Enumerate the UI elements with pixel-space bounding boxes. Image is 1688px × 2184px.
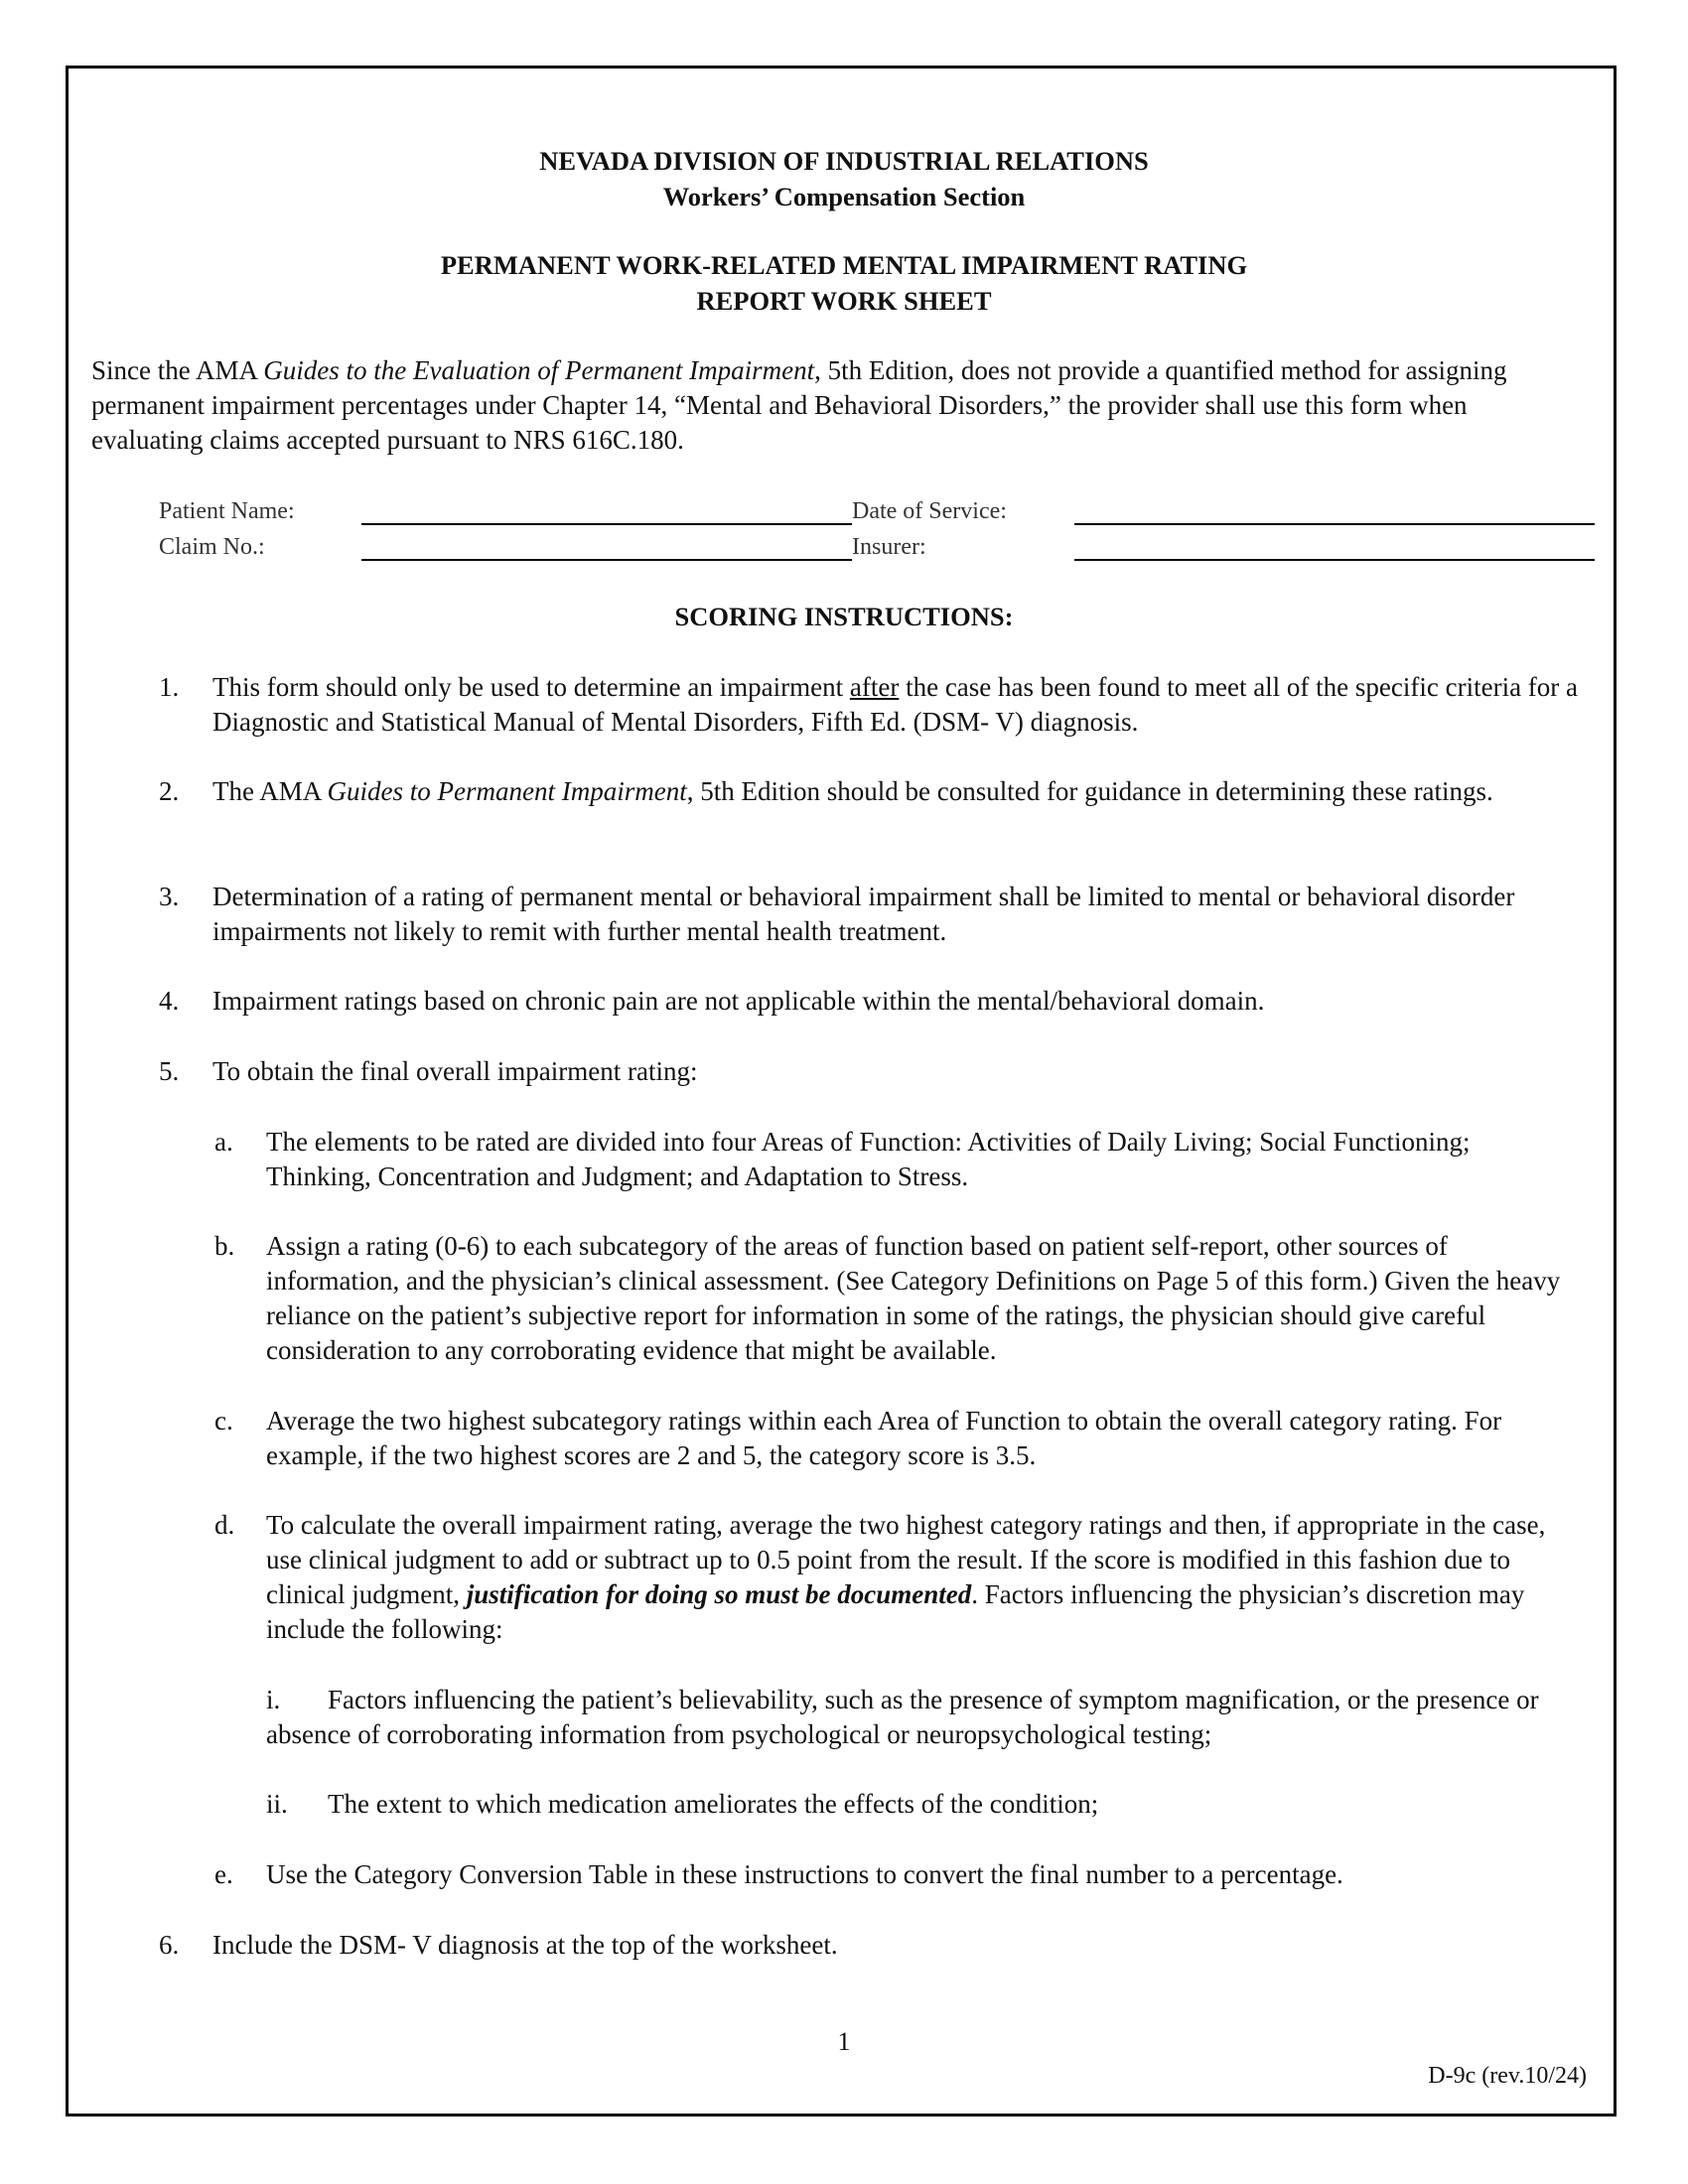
item-5b-text: Assign a rating (0-6) to each subcategory of the areas of function based on patient self-report, other sources of information, and the physician’s clinical assessment. (See Category Definitions on Page 5 of this form.) Given the heavy reliance on the patient’s subjective report for information in some of the ratings, the physician should give careful consideration to any corroborating evidence that might be available.	[266, 1231, 1561, 1365]
item-5-text: To obtain the final overall impairment rating:	[212, 1056, 698, 1086]
patient-name-field[interactable]	[361, 523, 852, 525]
item-4-number: 4.	[159, 986, 180, 1016]
item-4-text: Impairment ratings based on chronic pain are not applicable within the mental/behavioral domain.	[212, 986, 1265, 1016]
item-2-pre: The AMA	[212, 776, 328, 806]
scoring-heading: SCORING INSTRUCTIONS:	[674, 602, 1014, 631]
item-1-number: 1.	[159, 672, 180, 702]
item-5d-pre: To calculate the overall impairment rating, average the two highest category ratings and then, if appropriate in the case, use clinical judgment to add or subtract up to 0.5 point from the result. If the score is modified in this fashion due to clinical judgment,	[266, 1510, 1546, 1609]
patient-name-label: Patient Name:	[159, 498, 295, 524]
intro-text-italic: Guides to the Evaluation of Permanent Impairment	[263, 355, 815, 385]
item-1-post: the case has been found to meet all of the specific criteria for a Diagnostic and Statistical Manual of Mental Disorders, Fifth Ed. (DSM- V) diagnosis.	[212, 672, 1579, 737]
form-id: D-9c (rev.10/24)	[1428, 2063, 1587, 2089]
item-5d-i-number: i.	[266, 1685, 281, 1714]
item-5d-post: . Factors influencing the physician’s discretion may include the following:	[266, 1579, 1525, 1644]
item-3-number: 3.	[159, 882, 180, 911]
item-5d-ii-text: The extent to which medication ameliorates the effects of the condition;	[328, 1789, 1099, 1819]
item-5a-letter: a.	[214, 1127, 233, 1157]
item-5d-ii-number: ii.	[266, 1789, 288, 1819]
item-5d-i-text	[266, 1683, 1577, 1752]
page-number: 1	[837, 2027, 851, 2056]
item-5c-text: Average the two highest subcategory ratings within each Area of Function to obtain the overall category rating. For example, if the two highest scores are 2 and 5, the category score is 3.5.	[266, 1406, 1502, 1470]
item-2-italic: Guides to Permanent Impairment	[327, 776, 687, 806]
item-2-number: 2.	[159, 776, 180, 806]
item-1-text	[212, 670, 1603, 740]
item-5d-text	[266, 1508, 1587, 1647]
item-2-text	[212, 774, 1603, 809]
intro-text-pre: Since the AMA	[91, 355, 264, 385]
item-5-number: 5.	[159, 1056, 180, 1086]
item-5e-text: Use the Category Conversion Table in these instructions to convert the final number to a percentage.	[266, 1859, 1343, 1889]
date-of-service-field[interactable]	[1074, 523, 1595, 525]
item-2-post: , 5th Edition should be consulted for guidance in determining these ratings.	[686, 776, 1493, 806]
insurer-label: Insurer:	[852, 534, 926, 560]
item-5c-letter: c.	[214, 1406, 233, 1435]
section-title: Workers’ Compensation Section	[662, 182, 1026, 211]
item-6-number: 6.	[159, 1930, 180, 1960]
item-5b-letter: b.	[214, 1231, 235, 1261]
item-1-underlined: after	[849, 672, 900, 702]
claim-no-field[interactable]	[361, 559, 852, 561]
item-5d-letter: d.	[214, 1510, 235, 1540]
intro-text-post: , 5th Edition, does not provide a quantified method for assigning permanent impairment percentages under Chapter 14, “Mental and Behavioral Disorders,” the provider shall use this form when evaluating claims accepted pursuant to NRS 616C.180.	[91, 355, 1507, 455]
form-title-line1: PERMANENT WORK-RELATED MENTAL IMPAIRMENT RATING	[440, 250, 1248, 280]
form-title-line2: REPORT WORK SHEET	[696, 286, 992, 316]
intro-paragraph	[91, 353, 1511, 458]
agency-title: NEVADA DIVISION OF INDUSTRIAL RELATIONS	[539, 146, 1149, 176]
insurer-field[interactable]	[1074, 559, 1595, 561]
item-5d-i-body: Factors influencing the patient’s believability, such as the presence of symptom magnification, or the presence or absence of corroborating information from psychological or neuropsychological testing;	[266, 1685, 1539, 1749]
item-5a-text: The elements to be rated are divided into four Areas of Function: Activities of Daily Living; Social Functioning; Thinking, Concentration and Judgment; and Adaptation to Stress.	[266, 1127, 1471, 1191]
item-6-text: Include the DSM- V diagnosis at the top of the worksheet.	[212, 1930, 838, 1960]
item-1-pre: This form should only be used to determine an impairment	[212, 672, 850, 702]
claim-no-label: Claim No.:	[159, 534, 265, 560]
item-3-text: Determination of a rating of permanent mental or behavioral impairment shall be limited to mental or behavioral disorder impairments not likely to remit with further mental health treatment.	[212, 882, 1515, 946]
item-5d-emphasis: justification for doing so must be documented	[466, 1579, 972, 1609]
date-of-service-label: Date of Service:	[852, 498, 1007, 524]
item-5e-letter: e.	[214, 1859, 233, 1889]
